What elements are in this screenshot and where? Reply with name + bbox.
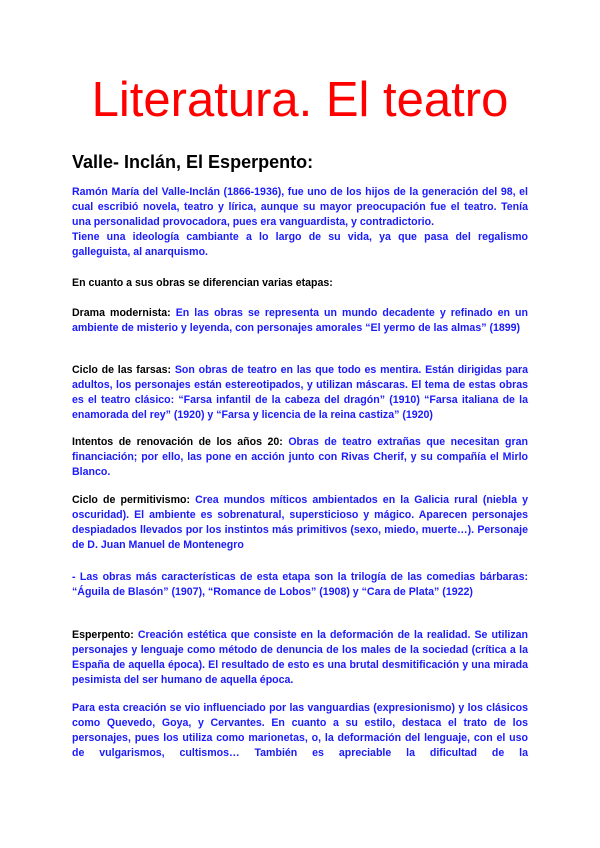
- stages-intro: En cuanto a sus obras se diferencian varias etapas:: [72, 277, 333, 289]
- section-comedias-barbaras: [72, 570, 528, 600]
- intro-paragraph-2: Tiene una ideología cambiante a lo largo de su vida, ya que pasa del regalismo galleguista, al anarquismo.: [72, 231, 528, 258]
- section-label: Ciclo de las farsas:: [72, 364, 172, 376]
- section-label: Ciclo de permitivismo:: [72, 494, 190, 506]
- section-ciclo-farsas: [72, 363, 528, 423]
- section-drama-modernista: [72, 306, 528, 336]
- section-esperpento: [72, 628, 528, 688]
- section-heading: Valle- Inclán, El Esperpento:: [72, 152, 314, 172]
- section-ciclo-permitivismo: [72, 493, 528, 553]
- section-text: Obras de teatro extrañas que necesitan gran financiación; por ello, las pone en acción junto con Rivas Cherif, y su compañía el Mirlo Blanco.: [72, 436, 528, 478]
- intro-paragraph-1: Ramón María del Valle-Inclán (1866-1936), fue uno de los hijos de la generación del 98, el cual escribió novela, teatro y lírica, aunque su mayor preocupación fue el teatro. Tenía una personalidad provocadora, pues era vanguardista, y contradictorio.: [72, 186, 528, 228]
- section-text: Son obras de teatro en las que todo es mentira. Están dirigidas para adultos, los personajes están estereotipados, y utilizan máscaras. El tema de estas obras es el teatro clásico: “Farsa infantil de la cabeza del dragón” (1910) “Farsa italiana de la enamorada del rey” (1920) y “Farsa y licencia de la reina castiza” (1920): [72, 364, 528, 421]
- section-text: Creación estética que consiste en la deformación de la realidad. Se utilizan personajes y lenguaje como método de denuncia de los males de la sociedad (crítica a la España de aquella época). El resultado de esto es una brutal desmitificación y una mirada pesimista del ser humano de aquella época.: [72, 629, 528, 686]
- section-text: Para esta creación se vio influenciado por las vanguardias (expresionismo) y los clásicos como Quevedo, Goya, y Cervantes. En cuanto a su estilo, destaca el trato de los personajes, pues los utiliza como marionetas, o, la deformación del lenguaje, con el uso de vulgarismos, cultismos… También es apreciable la dificultad de la: [72, 702, 528, 759]
- section-intentos-renovacion: [72, 435, 528, 480]
- section-text: En las obras se representa un mundo decadente y refinado en un ambiente de misterio y leyenda, con personajes amorales “El yermo de las almas” (1899): [72, 307, 528, 334]
- section-text: - Las obras más características de esta etapa son la trilogía de las comedias bárbaras: “Águila de Blasón” (1907), “Romance de Lobos” (1908) y “Cara de Plata” (1922): [72, 571, 528, 598]
- section-label: Intentos de renovación de los años 20:: [72, 436, 283, 448]
- section-label: Drama modernista:: [72, 307, 171, 319]
- section-influencias: [72, 701, 528, 761]
- section-text: Crea mundos míticos ambientados en la Galicia rural (niebla y oscuridad). El ambiente es sobrenatural, supersticioso y mágico. Aparecen personajes despiadados llevados por los instintos más primitivos (sexo, miedo, muerte…). Personaje de D. Juan Manuel de Montenegro: [72, 494, 528, 551]
- section-label: Esperpento:: [72, 629, 134, 641]
- page-title: Literatura. El teatro: [91, 73, 509, 127]
